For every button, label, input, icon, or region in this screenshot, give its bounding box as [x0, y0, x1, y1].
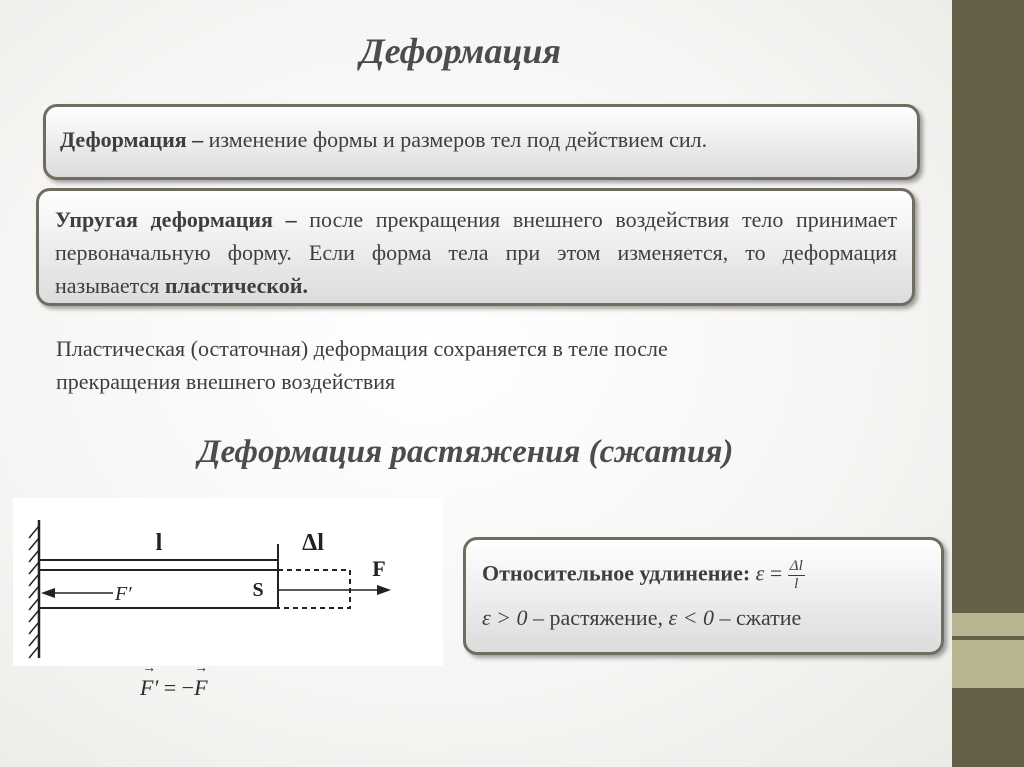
- length-label: l: [155, 530, 163, 556]
- epsilon-symbol: ε: [755, 560, 765, 586]
- formula-equals: = −: [158, 675, 195, 700]
- relative-elongation-box: [463, 537, 944, 655]
- force-arrow-head: [377, 585, 391, 595]
- bar-elongation: [278, 570, 350, 608]
- relative-elongation-label: Относительное удлинение:: [482, 560, 756, 586]
- relative-elongation-line-1: [482, 558, 805, 593]
- elastic-term: Упругая деформация –: [55, 207, 297, 232]
- definition-text: [60, 127, 707, 153]
- force-equality-formula: [140, 675, 208, 701]
- wall-hatching: [29, 526, 39, 658]
- fraction-numerator: Δl: [789, 558, 803, 574]
- reaction-arrow-head: [41, 588, 55, 598]
- elastic-deformation-text: [55, 203, 897, 302]
- force-vector: → F: [194, 675, 207, 701]
- plastic-line-2: прекращения внешнего воздействия: [56, 369, 396, 394]
- plastic-line-1: Пластическая (остаточная) деформация сохраняется в теле после: [56, 336, 668, 361]
- definition-body: изменение формы и размеров тел под действием сил.: [203, 127, 708, 152]
- tension-diagram-svg: [13, 498, 443, 666]
- area-label: S: [252, 579, 264, 601]
- equals-sign: =: [764, 560, 788, 586]
- strain-fraction: [788, 558, 805, 593]
- reaction-force-vector: → F′: [140, 675, 158, 701]
- definition-box: [43, 104, 920, 180]
- plastic-deformation-text: [56, 332, 668, 398]
- fraction-denominator: l: [794, 576, 799, 592]
- delta-length-label: Δl: [302, 530, 324, 556]
- bar-body: [39, 570, 278, 608]
- section-subtitle: Деформация растяжения (сжатия): [198, 434, 734, 470]
- relative-elongation-line-2: [482, 605, 801, 631]
- definition-term: Деформация –: [60, 127, 204, 152]
- side-bar-accent-top: [952, 613, 1024, 636]
- compression-condition: ε < 0: [668, 605, 714, 630]
- slide-title: Деформация: [360, 31, 561, 71]
- side-bar-accent-bottom: [952, 640, 1024, 688]
- tension-text: – растяжение,: [527, 605, 669, 630]
- tension-diagram: [13, 498, 443, 666]
- compression-text: – сжатие: [714, 605, 802, 630]
- elastic-deformation-box: [36, 188, 915, 306]
- force-label: F: [372, 556, 386, 581]
- tension-condition: ε > 0: [482, 605, 528, 630]
- elastic-body: после прекращения внешнего воздействия тело принимает первоначальную форму. Если форма тела при этом изменяется, то деформация называется: [55, 207, 898, 298]
- decorative-side-bar: [952, 0, 1024, 767]
- elastic-emphasis: пластической.: [164, 273, 308, 298]
- reaction-label: F′: [115, 583, 132, 605]
